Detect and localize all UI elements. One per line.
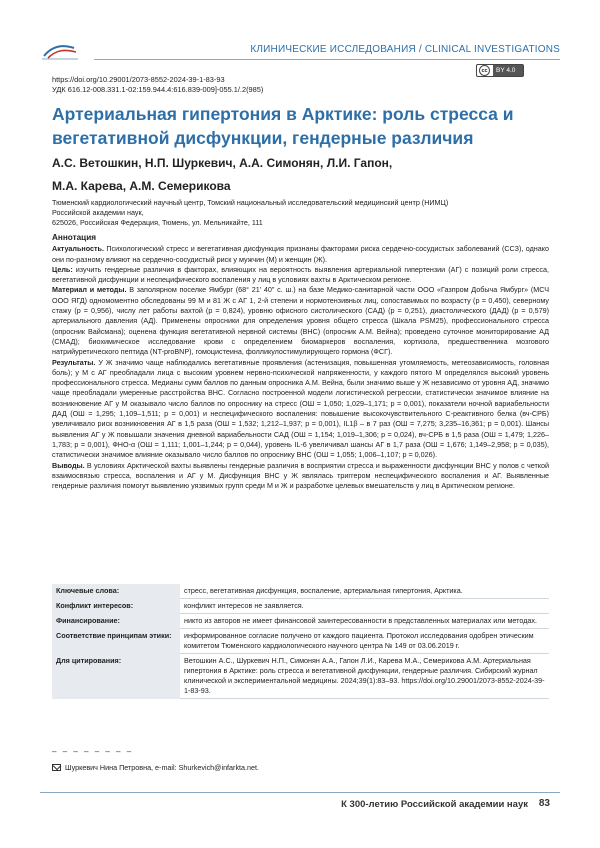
info-key: Конфликт интересов: bbox=[52, 599, 180, 614]
affiliation-line-1: Тюменский кардиологический научный центр, Томский национальный исследовательский медицинский центр (НИМЦ) bbox=[52, 198, 449, 207]
results-label: Результаты. bbox=[52, 357, 96, 367]
relevance-text: Психологический стресс и вегетативная дисфункция признаны факторами риска сердечно-сосудистых заболеваний (ССЗ), однако они по-разному влияют на сердечно-сосудистый риск у мужчин (М) и женщин (Ж). bbox=[52, 244, 549, 264]
info-value: стресс, вегетативная дисфункция, воспаление, артериальная гипертония, Арктика. bbox=[180, 584, 549, 599]
info-key: Соответствие принципам этики: bbox=[52, 629, 180, 654]
table-row bbox=[52, 599, 549, 614]
cc-icon: cc bbox=[479, 65, 490, 76]
abstract bbox=[52, 233, 549, 491]
table-row bbox=[52, 654, 549, 699]
envelope-icon bbox=[52, 764, 61, 771]
aim-label: Цель: bbox=[52, 264, 73, 274]
license-label: BY 4.0 bbox=[493, 65, 523, 76]
affiliation-line-3: 625026, Российская Федерация, Тюмень, ул. Мельникайте, 111 bbox=[52, 218, 263, 227]
info-value: конфликт интересов не заявляется. bbox=[180, 599, 549, 614]
abstract-aim bbox=[52, 265, 549, 286]
info-value: информированное согласие получено от каждого пациента. Протокол исследования одобрен этическим комитетом Тюменского кардиологического научного центра № 149 от 03.06.2019 г. bbox=[180, 629, 549, 654]
abstract-relevance bbox=[52, 244, 549, 265]
authors-line-2: М.А. Карева, А.М. Семерикова bbox=[52, 179, 231, 193]
udk-code: УДК 616.12-008.331.1-02:159.944.4:616.839-009]-055.1/.2(985) bbox=[52, 85, 264, 94]
footnote-separator: – – – – – – – – bbox=[52, 747, 134, 756]
footer-text: К 300-летию Российской академии наук bbox=[341, 799, 528, 810]
contact-text[interactable]: Шуркевич Нина Петровна, e-mail: Shurkevich@infarkta.net. bbox=[65, 763, 260, 772]
info-value: никто из авторов не имеет финансовой заинтересованности в представленных материалах или методах. bbox=[180, 614, 549, 629]
article-meta bbox=[52, 75, 263, 95]
page-number: 83 bbox=[538, 798, 550, 809]
info-value: Ветошкин А.С., Шуркевич Н.П., Симонян А.А., Гапон Л.И., Карева М.А., Семерикова А.М. Артериальная гипертония в Арктике: роль стресса и вегетативной дисфункции, гендерные различия. Сибирский журнал клинической и экспериментальной медицины. 2024;39(1):83–93. https://doi.org/10.29001/2073-8552-2024-39-1-83-93. bbox=[180, 654, 549, 699]
article-title: Артериальная гипертония в Арктике: роль стресса и вегетативной дисфункции, гендерные различия bbox=[52, 104, 514, 148]
abstract-results bbox=[52, 358, 549, 461]
corresponding-author bbox=[52, 763, 259, 772]
header-divider bbox=[94, 59, 560, 60]
doi-link[interactable]: https://doi.org/10.29001/2073-8552-2024-39-1-83-93 bbox=[52, 75, 225, 84]
results-text: У Ж значимо чаще наблюдались вегетативные проявления (астенизация, повышенная утомляемость, метеозависимость, головная боль); у М с АГ преобладали лица с высоким уровнем нервно-психической напряженности, у каждого пятого М определялся высокий уровень профессионального стресса. Медианы сумм баллов по данным опросника А.М. Вейна, были значимо выше у Ж независимо от уровня АД, значимо чаще преобладали умеренные расстройства ВНС. Согласно построенной модели логистической регрессии, статистически значимое влияние на возникновение АГ у М оказывало число баллов по опроснику на стресс (ОШ = 1,050; 1,029–1,171; p = 0,001), показатели ночной вариабельности ДАД (ОШ = 1,295; 1,109–1,511; p = 0,001) и неспецифического воспаления: повышение высокочувствительного С-реактивного белка (вч-СРБ) увеличивало риск возникновения АГ в 1,5 раза (ОШ = 1,532; 1,212–1,937; p = 0,001), IL1β – в 7 раз (ОШ = 7,275; 3,235–16,361; p = 0,001). Шансы выявления АГ у Ж повышали значения дневной вариабельности САД (ОШ = 1,154; 1,019–1,306; p = 0,024), вч-СРБ в 1,5 раза (ОШ = 1,479; 1,226–1,783; p = 0,001), ФНО-α (ОШ = 1,111; 1,001–1,244; p = 0,044), уровень IL-6 увеличивал шансы АГ в 1,7 раза (ОШ = 1,676; 1,149–2,958; p = 0,035), статистически значимое влияние оказывало число баллов по опроснику ВНС (ОШ = 1,055; 1,006–1,107; p = 0,026). bbox=[52, 357, 549, 460]
authors-line-1: А.С. Ветошкин, Н.П. Шуркевич, А.А. Симонян, Л.И. Гапон, bbox=[52, 156, 393, 170]
info-key: Финансирование: bbox=[52, 614, 180, 629]
affiliation bbox=[52, 198, 552, 228]
table-row bbox=[52, 629, 549, 654]
section-title: КЛИНИЧЕСКИЕ ИССЛЕДОВАНИЯ / CLINICAL INVESTIGATIONS bbox=[250, 44, 560, 55]
journal-logo-icon bbox=[40, 38, 80, 62]
license-badge[interactable] bbox=[476, 64, 524, 77]
table-row bbox=[52, 614, 549, 629]
affiliation-line-2: Российской академии наук, bbox=[52, 208, 144, 217]
info-key: Ключевые слова: bbox=[52, 584, 180, 599]
abstract-conclusions bbox=[52, 461, 549, 492]
running-header bbox=[40, 38, 560, 64]
methods-text: В заполярном поселке Ямбург (68° 21' 40" с. ш.) на базе Медико-санитарной части ООО «Газпром Добыча Ямбург» (МСЧ ООО ЯГД) одномоментно обследованы 99 М и 81 Ж с АГ 1, 2-й степени и нормотензивных лиц, сопоставимых по возрасту (p = 0,450), северному стажу (p = 0,956), числу лет работы вахтой (p = 0,824), уровню офисного систолического (САД) (p = 0,251), диастолического (ДАД) (p = 0,579) артериального давления (АД). Применены опросники для определения уровня общего стресса (Шкала PSM25), профессионального стресса (опросник Вайсмана); оценена функция вегетативной нервной системы (ВНС) (опросник А.М. Вейна); проведено суточное мониторирование АД (СМАД); биохимическое исследование крови с определением биомаркеров воспаления, кортизола, предшественника мозгового натрийуретического пептида (NT-proBNP), гомоцистеина, фолликулостимулирующего гормона (ФСГ). bbox=[52, 285, 549, 357]
aim-text: изучить гендерные различия в факторах, влияющих на вероятность выявления артериальной гипертензии (АГ) с позиций роли стресса, вегетативной дисфункции и неспецифического воспаления у лиц в условиях вахты в Арктическом регионе. bbox=[52, 264, 549, 285]
abstract-heading: Аннотация bbox=[52, 233, 97, 242]
methods-label: Материал и методы. bbox=[52, 285, 127, 295]
footer-divider bbox=[40, 792, 560, 793]
author-list bbox=[52, 152, 552, 198]
info-key: Для цитирования: bbox=[52, 654, 180, 699]
article-info-table bbox=[52, 584, 549, 699]
table-row bbox=[52, 584, 549, 599]
conclusions-label: Выводы. bbox=[52, 460, 85, 470]
relevance-label: Актуальность. bbox=[52, 244, 104, 254]
abstract-methods bbox=[52, 285, 549, 357]
conclusions-text: В условиях Арктической вахты выявлены гендерные различия в восприятии стресса и выраженности дисфункции ВНС у полов с четкой взаимосвязью стресса, воспаления и АГ у М. Дисфункция ВНС у Ж являлась триггером неспецифического воспаления и АГ. Выявленные гендерные различия помогут выявлению уязвимых групп среди М и Ж и разработке целевых вмешательств у лиц в Арктическом регионе. bbox=[52, 460, 549, 491]
